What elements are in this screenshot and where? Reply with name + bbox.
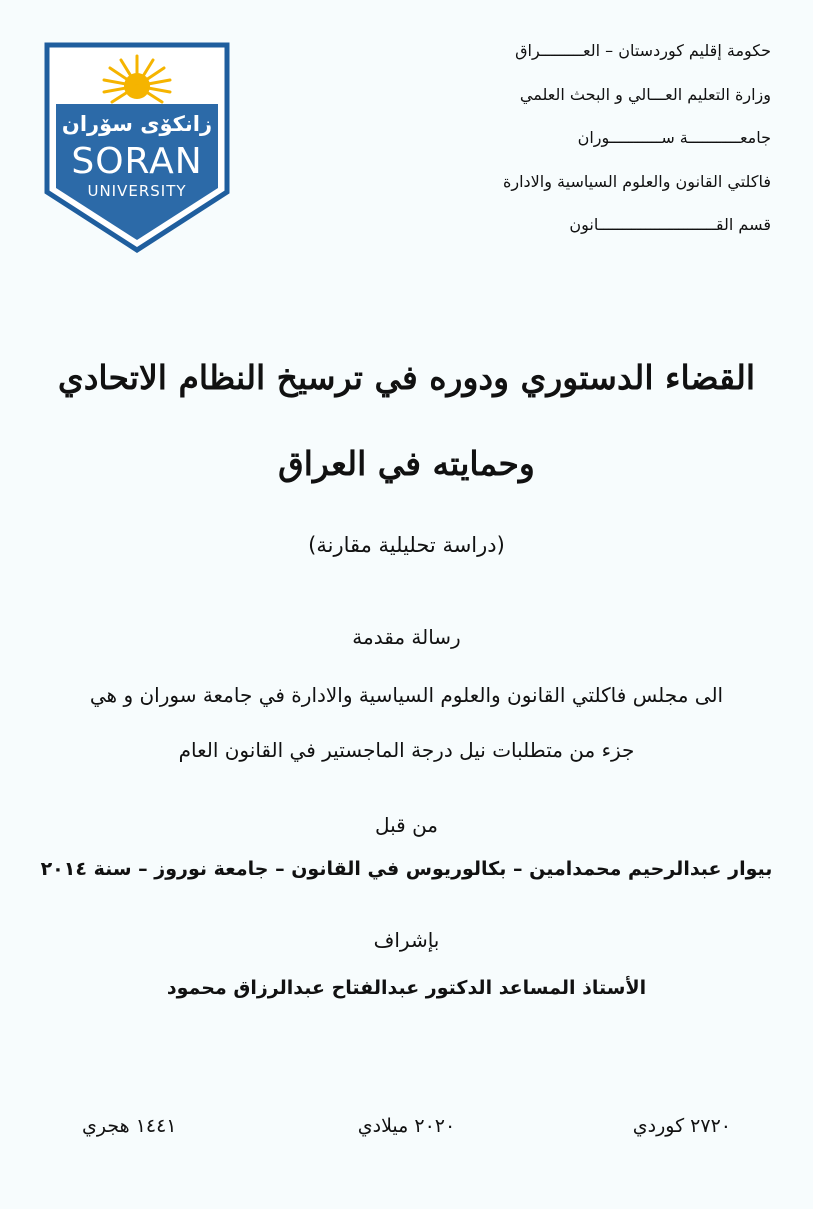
- soran-university-logo: [44, 42, 230, 254]
- thesis-title-line2: وحمايته في العراق: [278, 444, 535, 483]
- logo-soran-text: SORAN: [71, 141, 203, 182]
- logo-kurdish-text: زانكۆی سۆران: [61, 112, 213, 136]
- header-government: حكومة إقليم كوردستان – العـــــــــراق: [515, 41, 771, 60]
- header-faculty: فاكلتي القانون والعلوم السياسية والادارة: [502, 171, 771, 191]
- header-ministry: وزارة التعليم العـــالي و البحث العلمي: [519, 84, 771, 104]
- author-line: بيوار عبدالرحيم محمدامين – بكالوريوس في القانون – جامعة نوروز – سنة ٢٠١٤: [40, 858, 773, 880]
- by-label: من قبل: [374, 813, 439, 837]
- date-gregorian: ٢٠٢٠ ميلادي: [357, 1115, 456, 1137]
- header-university: جامعـــــــــــة ســـــــــــوران: [577, 128, 771, 147]
- date-kurdish: ٢٧٢٠ كوردي: [632, 1115, 731, 1137]
- header-department: قسم القـــــــــــــــــــــــــانون: [569, 215, 771, 234]
- date-hijri: ١٤٤١ هجري: [82, 1115, 177, 1137]
- institution-header: [441, 40, 771, 258]
- thesis-label: رسالة مقدمة: [352, 625, 461, 649]
- supervisor-line: الأستاذ المساعد الدكتور عبدالفتاح عبدالرزاق محمود: [166, 977, 647, 999]
- logo-university-text: UNIVERSITY: [87, 182, 187, 200]
- thesis-title-line1: القضاء الدستوري ودوره في ترسيخ النظام الاتحادي: [57, 358, 756, 397]
- thesis-submission-line1: الى مجلس فاكلتي القانون والعلوم السياسية والادارة في جامعة سوران و هي: [89, 683, 724, 707]
- thesis-subtitle: (دراسة تحليلية مقارنة): [308, 533, 505, 557]
- supervision-label: بإشراف: [373, 928, 440, 952]
- thesis-submission-line2: جزء من متطلبات نيل درجة الماجستير في القانون العام: [178, 738, 635, 762]
